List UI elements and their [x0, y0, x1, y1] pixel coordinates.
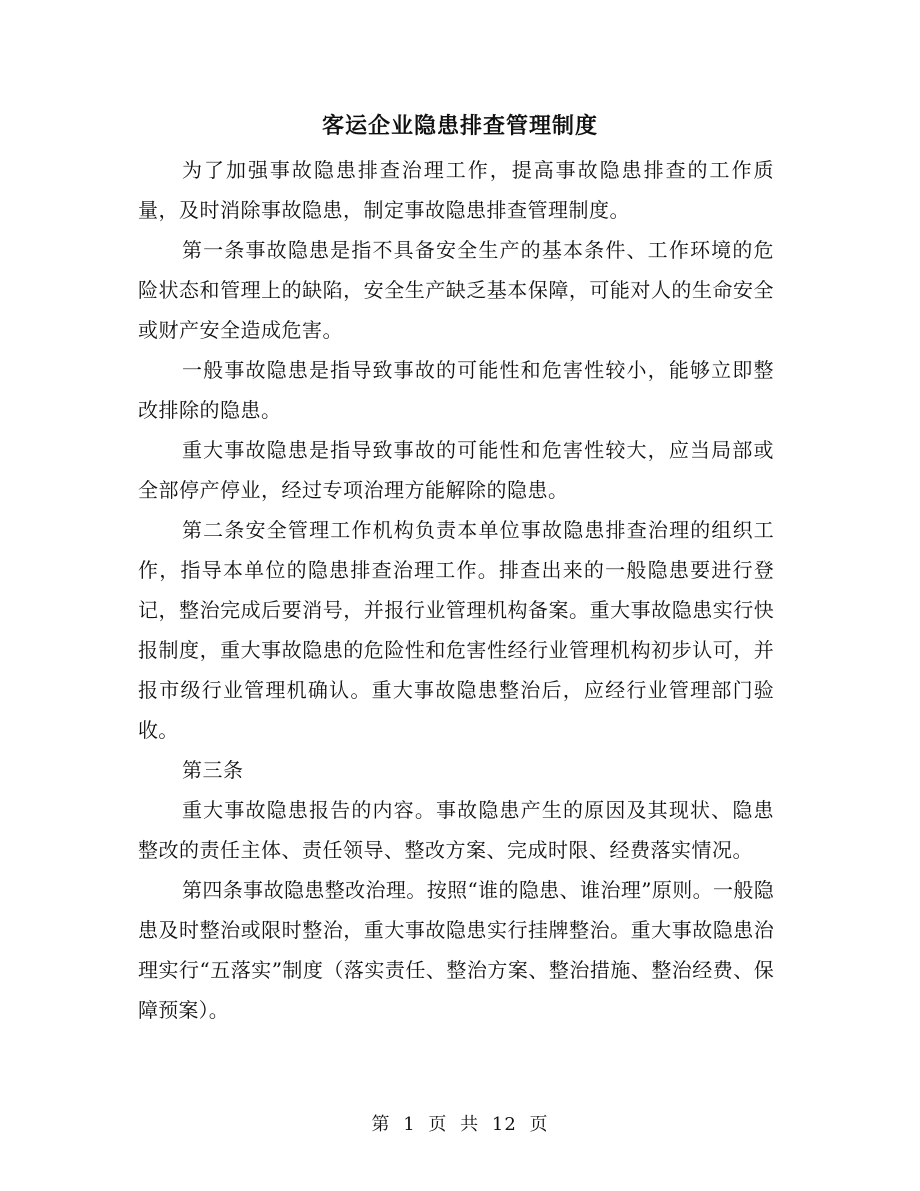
footer-page-unit: 页 — [428, 1114, 448, 1135]
paragraph-article-4: 第四条事故隐患整改治理。按照“谁的隐患、谁治理”原则。一般隐患及时整治或限时整治，重大事故隐患实行挂牌整治。重大事故隐患治理实行“五落实”制度（落实责任、整治方案、整治措施、整治经费、保障预案）。 — [138, 878, 774, 1022]
paragraph-report-content: 重大事故隐患报告的内容。事故隐患产生的原因及其现状、隐患整改的责任主体、责任领导、整改方案、完成时限、经费落实情况。 — [138, 798, 774, 862]
paragraph-article-3-heading: 第三条 — [182, 758, 244, 782]
paragraph-major-hazard: 重大事故隐患是指导致事故的可能性和危害性较大，应当局部或全部停产停业，经过专项治理方能解除的隐患。 — [138, 438, 774, 502]
paragraph-article-1: 第一条事故隐患是指不具备安全生产的基本条件、工作环境的危险状态和管理上的缺陷，安全生产缺乏基本保障，可能对人的生命安全或财产安全造成危害。 — [138, 238, 774, 342]
footer-prefix: 第 — [371, 1114, 391, 1135]
footer-total-unit: 页 — [529, 1114, 549, 1135]
footer-total-pages: 12 — [491, 1114, 517, 1135]
footer-current-page: 1 — [403, 1114, 416, 1135]
page-footer — [0, 1110, 920, 1140]
document-title: 客运企业隐患排查管理制度 — [321, 113, 598, 139]
footer-total-prefix: 共 — [460, 1114, 480, 1135]
paragraph-article-2: 第二条安全管理工作机构负责本单位事故隐患排查治理的组织工作，指导本单位的隐患排查治理工作。排查出来的一般隐患要进行登记，整治完成后要消号，并报行业管理机构备案。重大事故隐患实行快报制度，重大事故隐患的危险性和危害性经行业管理机构初步认可，并报市级行业管理机确认。重大事故隐患整治后，应经行业管理部门验收。 — [138, 518, 774, 742]
document-body — [138, 150, 774, 1030]
paragraph-intro: 为了加强事故隐患排查治理工作，提高事故隐患排查的工作质量，及时消除事故隐患，制定事故隐患排查管理制度。 — [138, 158, 774, 222]
paragraph-general-hazard: 一般事故隐患是指导致事故的可能性和危害性较小，能够立即整改排除的隐患。 — [138, 358, 774, 422]
